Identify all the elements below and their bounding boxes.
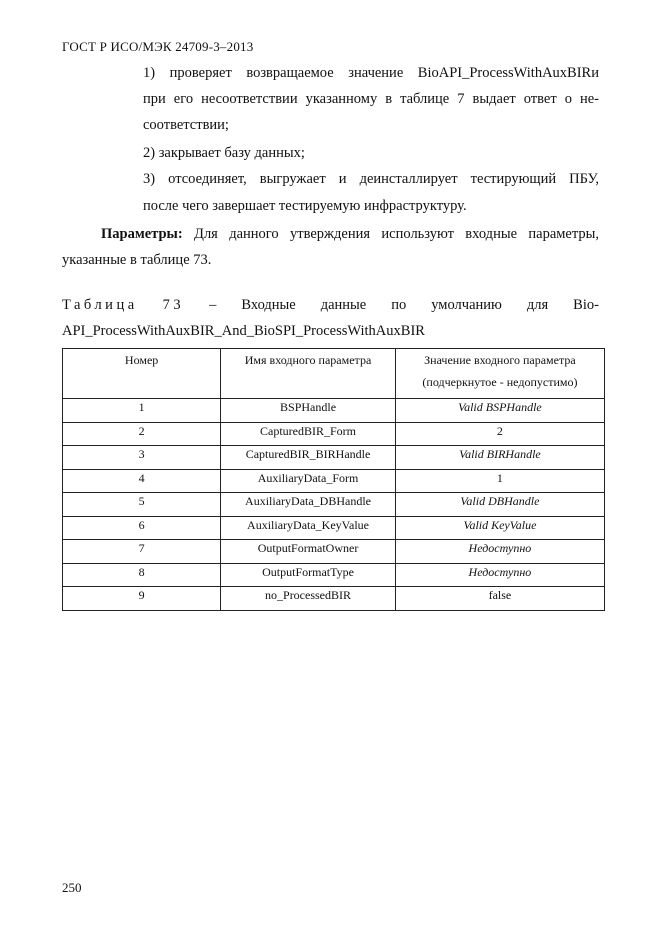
cell-number: 5 (63, 493, 221, 517)
cell-value: Недоступно (395, 563, 604, 587)
parameters-label: Параметры: (101, 226, 183, 242)
cell-param-name: AuxiliaryData_KeyValue (221, 516, 396, 540)
cell-number: 1 (63, 399, 221, 423)
item-3-line-1: 3) отсоединяет, выгружает и деинсталлирует тестирующий ПБУ, (143, 171, 599, 187)
table-row (63, 493, 605, 517)
table-row (63, 516, 605, 540)
cell-number: 3 (63, 446, 221, 470)
item-2: 2) закрывает базу данных; (143, 145, 305, 161)
cell-value: false (395, 587, 604, 611)
caption-table-number: 73 (162, 297, 185, 313)
cell-number: 8 (63, 563, 221, 587)
table-row (63, 422, 605, 446)
cell-value: Valid KeyValue (395, 516, 604, 540)
caption-word: Bio- (573, 297, 599, 313)
cell-number: 6 (63, 516, 221, 540)
cell-param-name: AuxiliaryData_DBHandle (221, 493, 396, 517)
header-param-name: Имя входного параметра (221, 349, 396, 399)
cell-number: 4 (63, 469, 221, 493)
header-value-line-1: Значение входного параметра (424, 353, 576, 367)
cell-param-name: OutputFormatOwner (221, 540, 396, 564)
header-value (395, 349, 604, 399)
header-value-line-2: (подчеркнутое - недопустимо) (422, 375, 578, 389)
cell-value: Valid DBHandle (395, 493, 604, 517)
default-input-table (62, 348, 605, 611)
table-row (63, 469, 605, 493)
table-caption-line-2: API_ProcessWithAuxBIR_And_BioSPI_ProcessWithAuxBIR (62, 323, 425, 339)
cell-value: Valid BIRHandle (395, 446, 604, 470)
cell-value: 2 (395, 422, 604, 446)
cell-value: Недоступно (395, 540, 604, 564)
cell-param-name: BSPHandle (221, 399, 396, 423)
table-caption-line-1 (62, 292, 599, 318)
cell-param-name: AuxiliaryData_Form (221, 469, 396, 493)
cell-number: 2 (63, 422, 221, 446)
caption-word: Входные (241, 297, 296, 313)
parameters-paragraph-line-1 (101, 221, 599, 247)
cell-number: 9 (63, 587, 221, 611)
cell-param-name: no_ProcessedBIR (221, 587, 396, 611)
page-number: 250 (62, 880, 82, 895)
cell-param-name: CapturedBIR_Form (221, 422, 396, 446)
item-3-line-2: после чего завершает тестируемую инфраструктуру. (143, 198, 467, 214)
caption-word: по (391, 297, 407, 313)
table-row (63, 446, 605, 470)
table-body (63, 399, 605, 611)
caption-word: для (526, 297, 549, 313)
parameters-paragraph-line-2: указанные в таблице 73. (62, 252, 212, 268)
caption-dash: – (209, 297, 217, 313)
cell-param-name: OutputFormatType (221, 563, 396, 587)
caption-word: умолчанию (431, 297, 502, 313)
table-row (63, 399, 605, 423)
cell-value: Valid BSPHandle (395, 399, 604, 423)
caption-table-word: Таблица (62, 297, 138, 313)
parameters-text: Для данного утверждения используют входные параметры, (194, 226, 599, 242)
table-row (63, 540, 605, 564)
item-1-line-3: соответствии; (143, 117, 229, 133)
item-1-line-1: 1) проверяет возвращаемое значение BioAPI_ProcessWithAuxBIRи (143, 65, 599, 81)
header-number: Номер (63, 349, 221, 399)
cell-value: 1 (395, 469, 604, 493)
table-row (63, 587, 605, 611)
table-header-row (63, 349, 605, 399)
cell-number: 7 (63, 540, 221, 564)
table-row (63, 563, 605, 587)
item-1-line-2: при его несоответствии указанному в таблице 7 выдает ответ о не- (143, 91, 599, 107)
standard-header: ГОСТ Р ИСО/МЭК 24709-3–2013 (62, 39, 254, 54)
caption-word: данные (320, 297, 367, 313)
cell-param-name: CapturedBIR_BIRHandle (221, 446, 396, 470)
